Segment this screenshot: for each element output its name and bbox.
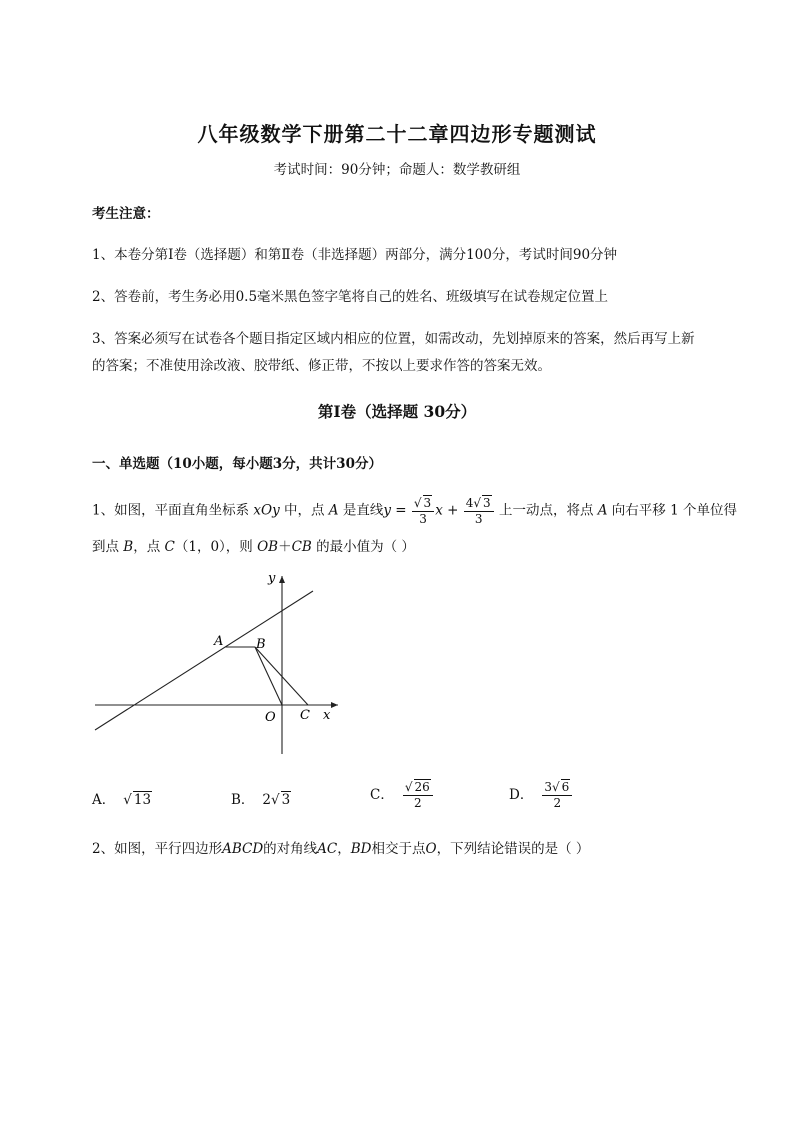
question-1-line-2: 到点 B，点 C（1，0），则 OB＋CB 的最小值为（ ）	[92, 539, 415, 555]
notice-item-3-cont: 的答案；不准使用涂改液、胶带纸、修正带，不按以上要求作答的答案无效。	[92, 358, 551, 374]
question-1-line-1: 1、如图，平面直角坐标系 xOy 中，点 A 是直线y = $\frac{√ 3}{3}$ x + $\frac{4√ 3}{3}$ 上一动点，将点 A 向右平移 1 个单位得	[92, 496, 737, 526]
x-axis-arrow	[331, 702, 338, 708]
segment-bo	[255, 647, 282, 705]
label-o: O	[265, 710, 276, 725]
question-2-stem: 2、如图，平行四边形ABCD的对角线AC，BD相交于点O，下列结论错误的是（ ）	[92, 841, 590, 857]
section-title: 第Ⅰ卷（选择题 30分）	[317, 402, 477, 421]
label-b: B	[256, 637, 266, 652]
label-y: y	[268, 571, 276, 586]
fraction-4sqrt3-over-3: $\frac{4√ 3}{3}$	[464, 495, 494, 527]
notice-item-2: 2、答卷前，考生务必用0.5毫米黑色签字笔将自己的姓名、班级填写在试卷规定位置上	[92, 289, 609, 305]
option-b[interactable]: B． 2√ 3	[231, 792, 291, 808]
exam-info: 考试时间：90分钟；命题人：数学教研组	[273, 162, 521, 178]
notice-item-3: 3、答案必须写在试卷各个题目指定区域内相应的位置，如需改动，先划掉原来的答案，然后再写上新	[92, 331, 695, 347]
line-through-a	[95, 591, 313, 730]
notice-item-1: 1、本卷分第Ⅰ卷（选择题）和第Ⅱ卷（非选择题）两部分，满分100分，考试时间90分钟	[92, 247, 618, 263]
option-d[interactable]: D． $\frac{3√ 6}{2}$	[509, 779, 573, 811]
option-a[interactable]: A． √ 13	[92, 792, 152, 808]
label-c: C	[300, 708, 310, 723]
label-a: A	[214, 634, 224, 649]
part-heading: 一、单选题（10小题，每小题3分，共计30分）	[92, 456, 382, 472]
question-1-figure	[90, 568, 340, 760]
option-c[interactable]: C． $\frac{√ 26}{2}$	[370, 779, 434, 811]
label-x: x	[323, 708, 331, 723]
page-title: 八年级数学下册第二十二章四边形专题测试	[197, 122, 597, 146]
y-axis-arrow	[279, 576, 285, 583]
notice-heading: 考生注意：	[92, 206, 160, 222]
fraction-sqrt3-over-3: $\frac{√ 3}{3}$	[412, 495, 434, 527]
